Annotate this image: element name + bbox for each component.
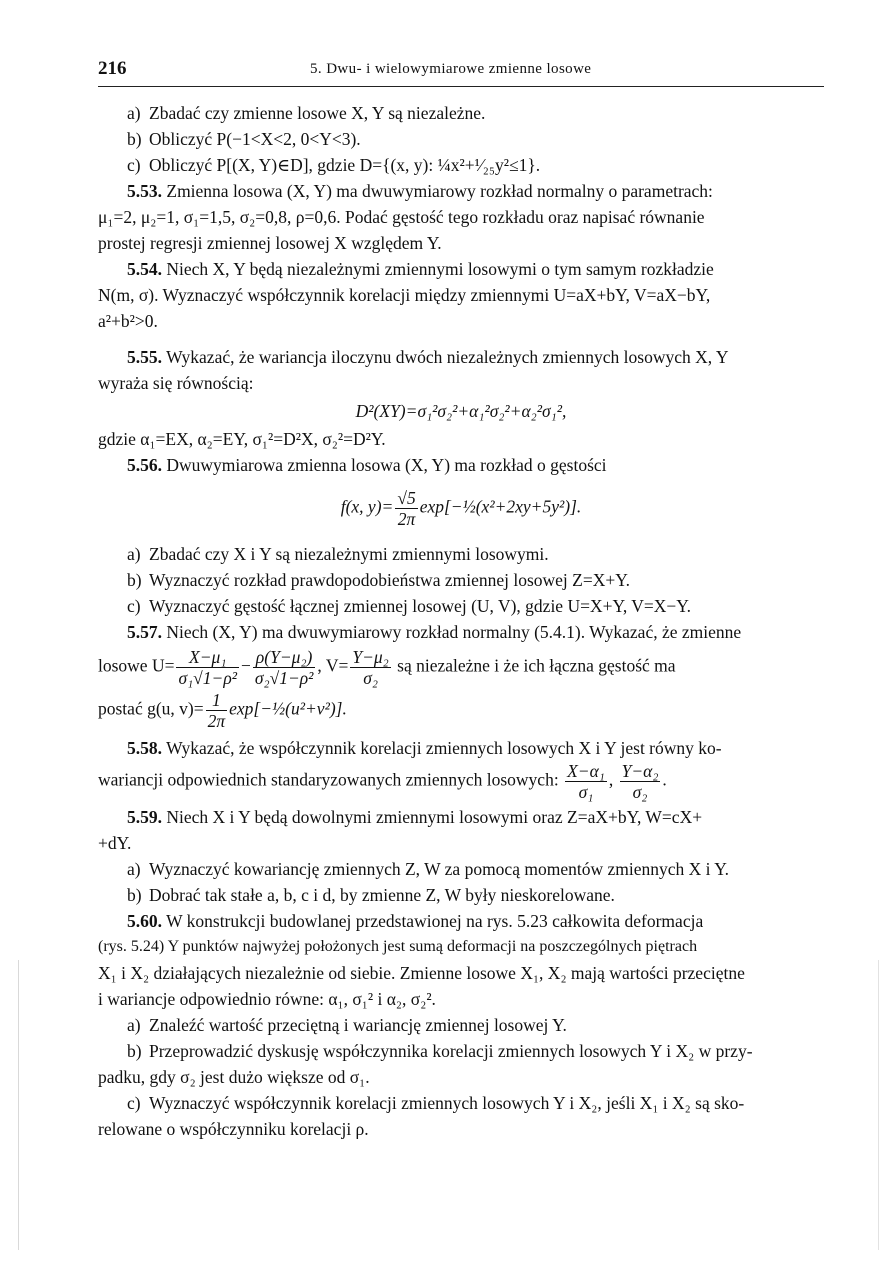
- item-a: a) Zbadać czy zmienne losowe X, Y są niezależne.: [127, 103, 486, 123]
- formula-variance-product: D²(XY)=σ₁²σ₂²+α₁²σ₂²+α₂²σ₁²,: [355, 401, 567, 421]
- exercise-5-60: 5.60. W konstrukcji budowlanej przedstawionej na rys. 5.23 całkowita deformacja: [127, 911, 704, 931]
- formula-g-density: postać g(u, v)= $\frac{1}{2\pi}$ exp[−½(u²+v²)].: [98, 690, 347, 731]
- exercise-5-55: 5.55. Wykazać, że wariancja iloczynu dwóch niezależnych zmiennych losowych X, Y: [127, 347, 729, 367]
- formula-uv-transform: losowe U= $\frac{\text{X−μ₁}}{\text{σ₁√1−ρ²}}$ − $\frac{\text{ρ(Y−μ₂)}}{\text{σ₂√1−ρ²}}$ , V= $\frac{\text{Y−μ₂}}{\text{σ₂}}$ są niezależne i że ich łączna gęstość ma: [98, 647, 676, 688]
- scan-edge-left: [18, 960, 19, 1250]
- page-header: [98, 58, 824, 82]
- page-body: a) Zbadać czy zmienne losowe X, Y są niezależne. b) Obliczyć P(−1<X<2, 0<Y<3). c) Obliczyć P[(X, Y)∈D], gdzie D={(x, y): ¼x²+¹⁄₂₅y²≤1}. 5.53. Zmienna losowa (X, Y) ma dwuwymiarowy rozkład normalny o parametrach: μ₁=2, μ₂=1, σ₁=1,5, σ₂=0,8, ρ=0,6. Podać gęstość tego rozkładu oraz napisać równanie prostej regresji zmiennej losowej X względem Y. 5.54. Niech X, Y będą niezależnymi zmiennymi losowymi o tym samym rozkładzie N(m, σ). Wyznaczyć współczynnik korelacji między zmiennymi U=aX+bY, V=aX−bY, a²+b²>0. 5.55. Wykazać, że wariancja iloczynu dwóch niezależnych zmiennych losowych X, Y wyraża się równością: D²(XY)=σ₁²σ₂²+α₁²σ₂²+α₂²σ₁², gdzie α₁=EX, α₂=EY, σ₁²=D²X, σ₂²=D²Y. 5.56. Dwuwymiarowa zmienna losowa (X, Y) ma rozkład o gęstości f(x, y)= $\frac{√5}{2\pi}$ exp[−½(x²+2xy+5y²)]. a) Zbadać czy X i Y są niezależnymi zmiennymi losowymi. b) Wyznaczyć rozkład prawdopodobieństwa zmiennej losowej Z=X+Y. c) Wyznaczyć gęstość łącznej zmiennej losowej (U, V), gdzie U=X+Y, V=X−Y. 5.57. Niech (X, Y) ma dwuwymiarowy rozkład normalny (5.4.1). Wykazać, że zmienne losowe U= $\frac{\text{X−μ₁}}{\text{σ₁√1−ρ²}}$ − $\frac{\text{ρ(Y−μ₂)}}{\text{σ₂√1−ρ²}}$ , V= $\frac{\text{Y−μ₂}}{\text{σ₂}}$ są niezależne i że ich łączna gęstość ma postać g(u, v)= $\frac{1}{2\pi}$ exp[−½(u²+v²)]. 5.58. Wykazać, że współczynnik korelacji zmiennych losowych X i Y jest równy ko- wariancji odpowiednich standaryzowanych zmiennych losowych: $\frac{\text{X−α₁}}{\text{σ₁}}$ , $\frac{\text{Y−α₂}}{\text{σ₂}}$ . 5.59. Niech X i Y będą dowolnymi zmiennymi losowymi oraz Z=aX+bY, W=cX+ +dY. a) Wyznaczyć kowariancję zmiennych Z, W za pomocą momentów zmiennych X i Y. b) Dobrać tak stałe a, b, c i d, by zmienne Z, W były nieskorelowane. 5.60. W konstrukcji budowlanej przedstawionej na rys. 5.23 całkowita deformacja (rys. 5.24) Y punktów najwyżej położonych jest sumą deformacji na poszczególnych piętrach X₁ i X₂ działających niezależnie od siebie. Zmienne losowe X₁, X₂ mają wartości przeciętne i wariancje odpowiednio równe: α₁, σ₁² i α₂, σ₂². a) Znaleźć wartość przeciętną i wariancję zmiennej losowej Y. b) Przeprowadzić dyskusję współczynnika korelacji zmiennych losowych Y i X₂ w przy- padku, gdy σ₂ jest dużo większe od σ₁. c) Wyznaczyć współczynnik korelacji zmiennych losowych Y i X₂, jeśli X₁ i X₂ są sko- relowane o współczynniku korelacji ρ.: [98, 100, 824, 1142]
- exercise-5-58: 5.58. Wykazać, że współczynnik korelacji zmiennych losowych X i Y jest równy ko-: [127, 738, 722, 758]
- formula-density: f(x, y)= $\frac{√5}{2\pi}$ exp[−½(x²+2xy+5y²)].: [340, 488, 582, 529]
- exercise-5-53: 5.53. Zmienna losowa (X, Y) ma dwuwymiarowy rozkład normalny o parametrach:: [127, 181, 713, 201]
- scan-edge-right: [878, 960, 879, 1250]
- exercise-5-56: 5.56. Dwuwymiarowa zmienna losowa (X, Y) ma rozkład o gęstości: [127, 455, 607, 475]
- exercise-5-54: 5.54. Niech X, Y będą niezależnymi zmiennymi losowymi o tym samym rozkładzie: [127, 259, 714, 279]
- page-number: 216: [98, 58, 127, 79]
- item-c: c) Obliczyć P[(X, Y)∈D], gdzie D={(x, y): ¼x²+¹⁄₂₅y²≤1}.: [127, 155, 541, 175]
- chapter-title: 5. Dwu- i wielowymiarowe zmienne losowe: [310, 61, 592, 77]
- header-rule: [98, 86, 824, 87]
- item-b: b) Obliczyć P(−1<X<2, 0<Y<3).: [127, 129, 361, 149]
- exercise-5-57: 5.57. Niech (X, Y) ma dwuwymiarowy rozkład normalny (5.4.1). Wykazać, że zmienne: [127, 622, 742, 642]
- exercise-5-59: 5.59. Niech X i Y będą dowolnymi zmiennymi losowymi oraz Z=aX+bY, W=cX+: [127, 807, 703, 827]
